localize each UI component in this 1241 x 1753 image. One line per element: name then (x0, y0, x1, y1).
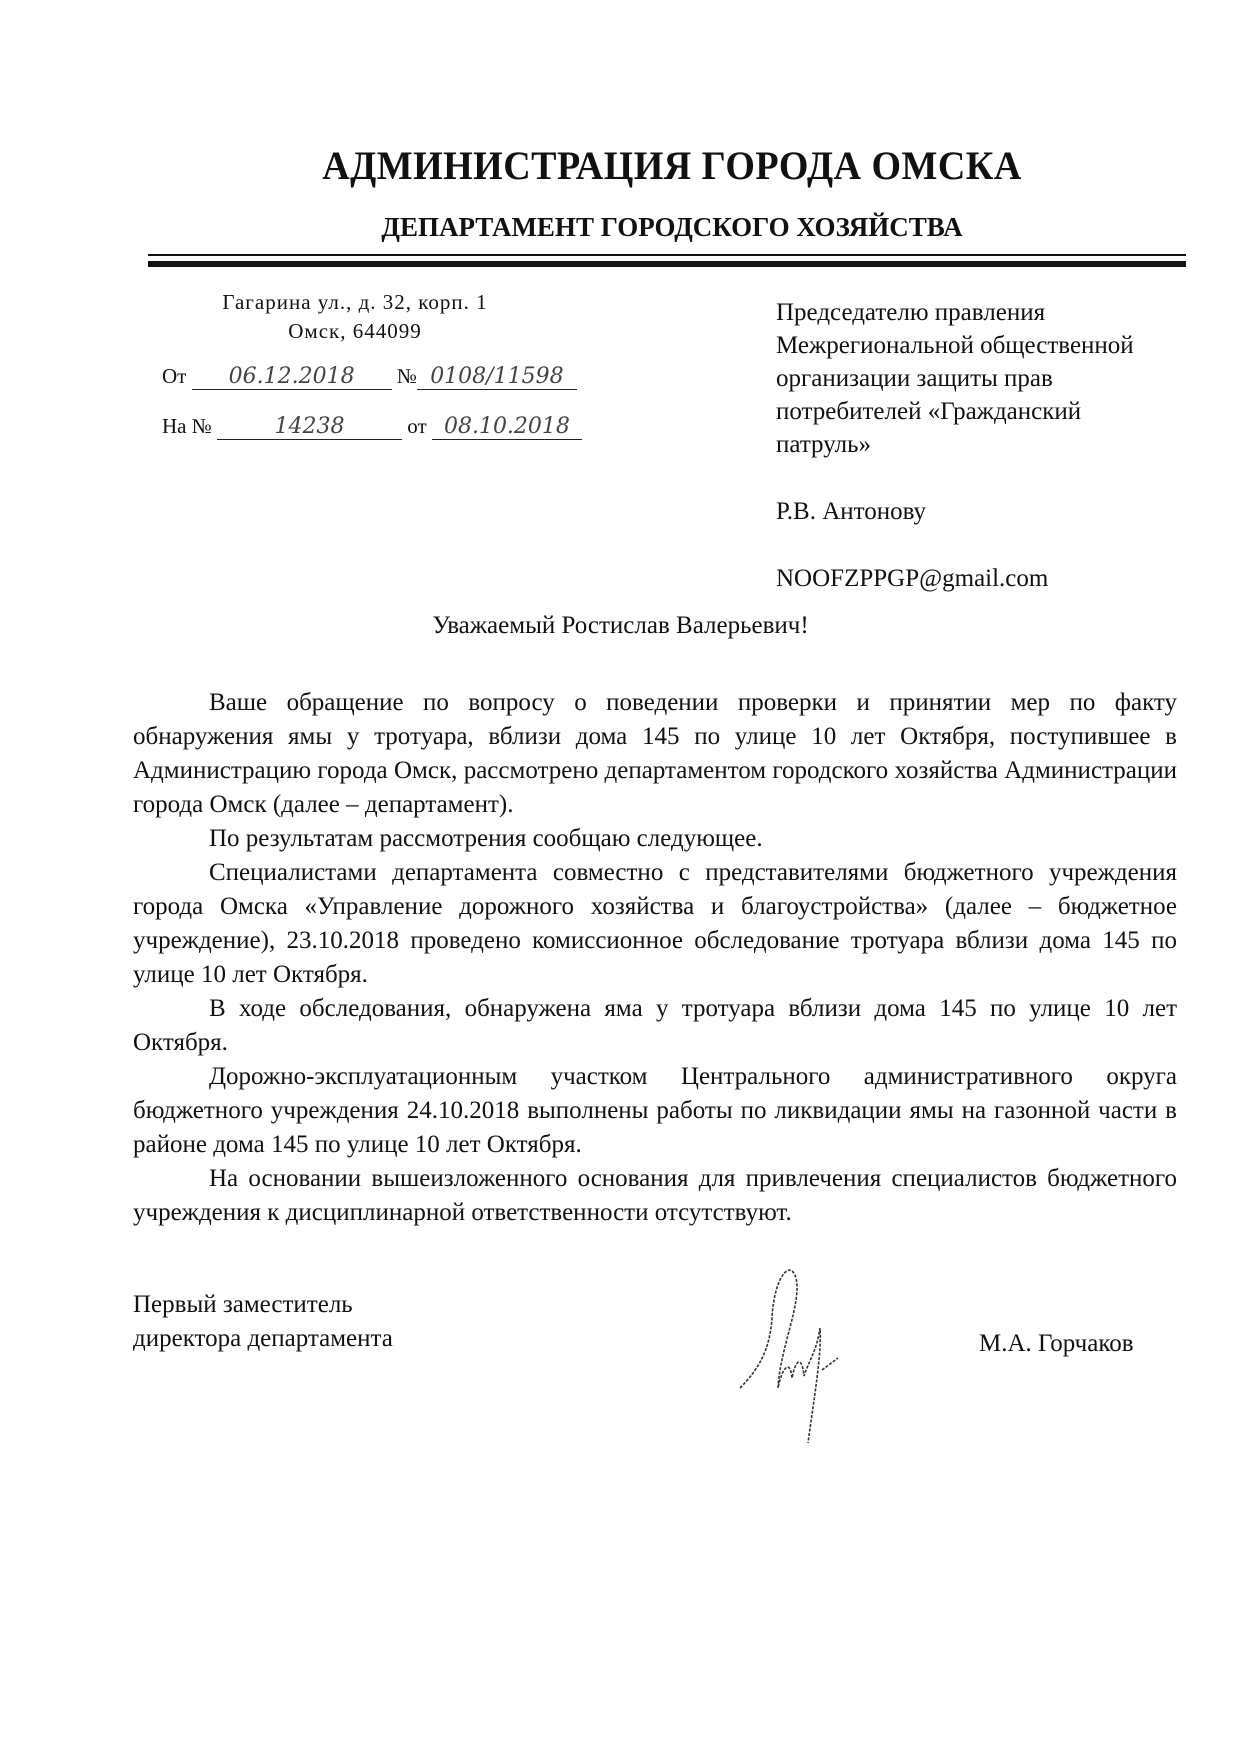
body-paragraph: В ходе обследования, обнаружена яма у тротуара вблизи дома 145 по улице 10 лет Октября. (133, 995, 1177, 1056)
recipient-name: Р.В. Антонову (776, 498, 927, 525)
body-paragraph: Специалистами департамента совместно с представителями бюджетного учреждения города Омска «Управление дорожного хозяйства и благоустройства» (далее – бюджетное учреждение), 23.10.2018 проведено комиссионное обследование тротуара вблизи дома 145 по улице 10 лет Октября. (133, 859, 1177, 988)
address-line-1: Гагарина ул., д. 32, корп. 1 (222, 290, 488, 314)
body-paragraph: По результатам рассмотрения сообщаю следующее. (209, 825, 763, 852)
ref-from-label: от (407, 414, 427, 438)
header-divider-thin (148, 254, 1186, 256)
organization-title: АДМИНИСТРАЦИЯ ГОРОДА ОМСКА (322, 143, 1022, 188)
body-paragraph: Ваше обращение по вопросу о поведении проверки и принятии мер по факту обнаружения ямы у тротуара, вблизи дома 145 по улице 10 лет Октября, поступившее в Администрацию города Омск, рассмотрено департаментом городского хозяйства Администрации города Омск (далее – департамент). (133, 689, 1177, 818)
body-paragraph: Дорожно-эксплуатационным участком Центрального административного округа бюджетного учреждения 24.10.2018 выполнены работы по ликвидации ямы на газонной части в районе дома 145 по улице 10 лет Октября. (133, 1063, 1177, 1158)
outgoing-date: 06.12.2018 (192, 364, 392, 390)
handwritten-signature (730, 1258, 870, 1448)
sender-address (190, 288, 520, 346)
recipient-line: организации защиты прав (776, 365, 1053, 392)
outgoing-registration (162, 364, 577, 390)
position-line-1: Первый заместитель (133, 1291, 353, 1318)
signer-position (133, 1288, 393, 1356)
greeting: Уважаемый Ростислав Валерьевич! (432, 612, 809, 639)
reference-registration (162, 414, 582, 440)
signer-name: М.А. Горчаков (979, 1330, 1134, 1357)
recipient-line: патруль» (776, 431, 872, 458)
ref-label: На № (162, 414, 212, 438)
recipient-line: Председателю правления (776, 299, 1046, 326)
letter-body (133, 686, 1177, 1230)
position-line-2: директора департамента (133, 1325, 393, 1352)
from-label: От (162, 364, 187, 388)
header-divider-thick (148, 261, 1186, 267)
recipient-line: потребителей «Гражданский (776, 398, 1082, 425)
reference-date: 08.10.2018 (432, 414, 582, 440)
reference-number: 14238 (217, 414, 402, 440)
address-line-2: Омск, 644099 (288, 319, 422, 343)
recipient-line: Межрегиональной общественной (776, 332, 1134, 359)
department-title: ДЕПАРТАМЕНТ ГОРОДСКОГО ХОЗЯЙСТВА (381, 212, 963, 242)
number-label: № (396, 364, 417, 388)
body-paragraph: На основании вышеизложенного основания для привлечения специалистов бюджетного учреждения к дисциплинарной ответственности отсутствуют. (133, 1165, 1177, 1226)
recipient-block (776, 296, 1216, 595)
outgoing-number: 0108/11598 (417, 364, 577, 390)
recipient-email: NOOFZPPGP@gmail.com (776, 565, 1049, 592)
